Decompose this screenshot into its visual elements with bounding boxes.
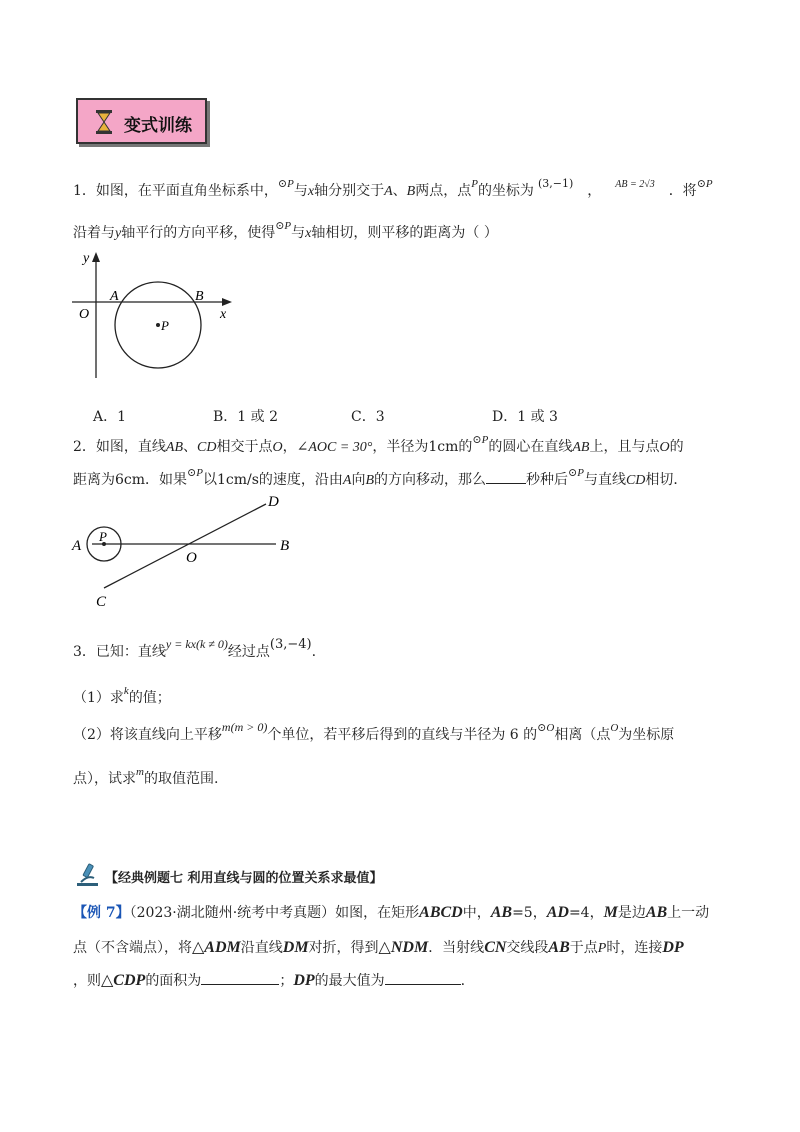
banner-title: 变式训练 — [124, 116, 192, 136]
label-p: P — [161, 318, 169, 333]
q1-option-b[interactable]: B．1 或 2 — [213, 409, 279, 425]
label-a: A — [72, 538, 82, 554]
area-answer-blank[interactable] — [201, 984, 279, 985]
label-o: O — [186, 550, 197, 566]
line-cd — [104, 504, 266, 588]
microscope-icon — [75, 862, 101, 888]
q1-line1: 1．如图，在平面直角坐标系中，$^{⊙P}$与x轴分别交于A、B两点，点$^P$的坐标为 $^{(3,-1)}$ ， $^{AB = 2√3}$ ．将$^{⊙P}$ — [73, 177, 713, 199]
section-banner — [76, 98, 207, 144]
center-p-dot — [156, 323, 160, 327]
hourglass-icon — [94, 110, 114, 134]
q3-sub3: 点），试求$^m$的取值范围. — [73, 766, 219, 787]
label-a: A — [110, 289, 119, 304]
q2-line1: 2．如图，直线AB、CD相交于点O，∠AOC = 30°，半径为1cm的$^{⊙P}$的圆心在直线AB上，且与点O的 — [73, 434, 684, 455]
example-line1: 【例 7】（2023·湖北随州·统考中考真题）如图，在矩形ABCD中，AB=5，AD=4，M是边AB上一动 — [73, 904, 710, 921]
q2-figure — [68, 490, 308, 612]
label-x: x — [220, 307, 227, 322]
q1-option-a[interactable]: A．1 — [93, 409, 127, 425]
label-b: B — [280, 538, 290, 554]
q1-figure — [68, 250, 240, 382]
q2-answer-blank[interactable] — [486, 483, 526, 484]
example-label: 【例 7】 — [73, 905, 130, 921]
dp-max-answer-blank[interactable] — [385, 984, 461, 985]
label-o: O — [79, 307, 90, 322]
example-heading-text: 【经典例题七 利用直线与圆的位置关系求最值】 — [105, 871, 383, 886]
q1-option-d[interactable]: D．1 或 3 — [492, 409, 558, 425]
label-d: D — [268, 494, 279, 510]
label-b: B — [195, 289, 204, 304]
example-line3: ，则△CDP的面积为 ；DP的最大值为 . — [73, 972, 466, 989]
q1-line2: 沿着与y轴平行的方向平移，使得$^{⊙P}$与x轴相切，则平移的距离为（ ） — [73, 220, 498, 241]
q3-line1: 3．已知：直线y = kx(k ≠ 0)经过点(3,−4). — [73, 637, 317, 660]
y-axis-arrow — [92, 252, 100, 262]
label-y: y — [83, 251, 90, 266]
example-line2: 点（不含端点），将△ADM沿直线DM对折，得到△NDM．当射线CN交线段AB于点P时，连接DP — [73, 939, 684, 956]
q3-sub1: （1）求$^k$的值； — [73, 685, 171, 706]
label-c: C — [96, 594, 107, 610]
q3-sub2: （2）将该直线向上平移m(m > 0)个单位，若平移后得到的直线与半径为 6 的$^{⊙O}$相离（点$^O$为坐标原 — [73, 720, 675, 743]
label-p: P — [99, 529, 107, 544]
x-axis-arrow — [222, 298, 232, 306]
q2-line2: 距离为6cm．如果$^{⊙P}$以1cm/s的速度，沿由A向B的方向移动，那么 秒种后$^{⊙P}$与直线CD相切． — [73, 467, 688, 488]
q1-option-c[interactable]: C．3 — [351, 409, 385, 425]
